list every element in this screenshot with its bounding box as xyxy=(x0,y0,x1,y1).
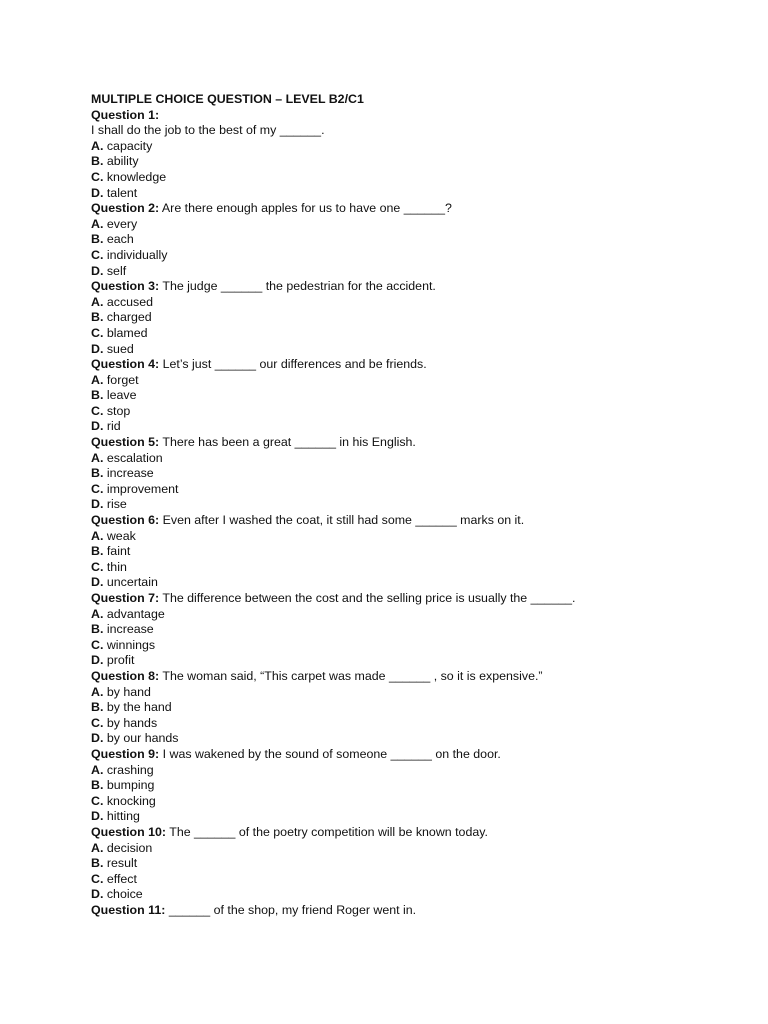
option-text: bumping xyxy=(106,778,155,793)
option-text: knocking xyxy=(106,793,156,808)
option-letter: D. xyxy=(91,575,104,590)
answer-option xyxy=(91,856,731,872)
answer-option xyxy=(91,622,731,638)
option-text: knowledge xyxy=(106,169,167,184)
option-letter: B. xyxy=(91,232,104,247)
answer-option xyxy=(91,872,731,888)
option-text: weak xyxy=(106,528,136,543)
answer-option xyxy=(91,186,731,202)
question-label: Question 7: xyxy=(91,591,160,605)
question-label: Question 4: xyxy=(91,357,160,372)
option-text: blamed xyxy=(106,325,148,340)
question-label: Question 8: xyxy=(91,668,160,683)
answer-option xyxy=(91,342,731,358)
option-text: increase xyxy=(106,466,154,481)
question-header xyxy=(91,108,731,124)
option-text: thin xyxy=(106,559,127,574)
option-text: improvement xyxy=(106,481,179,496)
option-letter: A. xyxy=(91,762,104,777)
question-block xyxy=(91,591,731,669)
question-block xyxy=(91,357,731,435)
question-block xyxy=(91,201,731,279)
option-text: sued xyxy=(106,341,134,356)
option-letter: D. xyxy=(91,263,104,278)
option-letter: B. xyxy=(91,700,104,715)
answer-option xyxy=(91,638,731,654)
option-letter: D. xyxy=(91,497,104,512)
question-header xyxy=(91,825,731,841)
answer-option xyxy=(91,451,731,467)
question-block xyxy=(91,108,731,202)
option-letter: A. xyxy=(91,372,104,387)
question-label: Question 1: xyxy=(91,107,160,122)
question-header xyxy=(91,747,731,763)
answer-option xyxy=(91,653,731,669)
question-text: ______ of the shop, my friend Roger went in. xyxy=(168,902,417,917)
question-text: I was wakened by the sound of someone ______ on the door. xyxy=(162,746,501,761)
answer-option xyxy=(91,404,731,420)
answer-option xyxy=(91,778,731,794)
question-block xyxy=(91,825,731,903)
document-title: MULTIPLE CHOICE QUESTION – LEVEL B2/C1 xyxy=(91,92,364,106)
option-text: each xyxy=(106,232,134,247)
question-header xyxy=(91,201,731,217)
option-text: by hand xyxy=(106,684,151,699)
option-letter: B. xyxy=(91,388,104,403)
option-letter: C. xyxy=(91,403,104,418)
option-text: capacity xyxy=(106,138,153,153)
option-letter: C. xyxy=(91,169,104,184)
question-text: The ______ of the poetry competition will be known today. xyxy=(169,824,488,839)
option-text: accused xyxy=(106,294,154,309)
answer-option xyxy=(91,731,731,747)
option-text: by hands xyxy=(106,715,158,730)
answer-option xyxy=(91,763,731,779)
option-text: crashing xyxy=(106,762,154,777)
option-letter: A. xyxy=(91,606,104,621)
option-letter: D. xyxy=(91,419,104,434)
option-letter: C. xyxy=(91,715,104,730)
option-letter: A. xyxy=(91,528,104,543)
option-letter: B. xyxy=(91,544,104,559)
option-letter: B. xyxy=(91,154,104,169)
answer-option xyxy=(91,466,731,482)
answer-option xyxy=(91,560,731,576)
option-text: profit xyxy=(106,653,135,668)
option-text: by the hand xyxy=(106,700,172,715)
option-text: by our hands xyxy=(106,731,179,746)
option-text: escalation xyxy=(106,450,163,465)
option-letter: B. xyxy=(91,310,104,325)
option-text: rid xyxy=(106,419,121,434)
option-text: forget xyxy=(106,372,139,387)
answer-option xyxy=(91,700,731,716)
answer-option xyxy=(91,497,731,513)
option-text: self xyxy=(106,263,127,278)
option-text: hitting xyxy=(106,809,140,824)
option-text: individually xyxy=(106,247,168,262)
question-text: Are there enough apples for us to have one ______? xyxy=(161,201,452,216)
question-label: Question 9: xyxy=(91,746,160,761)
answer-option xyxy=(91,716,731,732)
option-letter: A. xyxy=(91,450,104,465)
question-text: I shall do the job to the best of my ______. xyxy=(91,123,325,138)
option-letter: A. xyxy=(91,294,104,309)
option-letter: D. xyxy=(91,887,104,902)
option-letter: B. xyxy=(91,856,104,871)
answer-option xyxy=(91,607,731,623)
option-text: ability xyxy=(106,154,139,169)
question-block xyxy=(91,435,731,513)
option-letter: C. xyxy=(91,793,104,808)
question-text: The difference between the cost and the selling price is usually the ______. xyxy=(162,591,576,605)
option-letter: C. xyxy=(91,247,104,262)
option-text: leave xyxy=(106,388,137,403)
question-text: Let’s just ______ our differences and be friends. xyxy=(162,357,427,372)
answer-option xyxy=(91,575,731,591)
question-block xyxy=(91,747,731,825)
option-letter: D. xyxy=(91,731,104,746)
option-letter: A. xyxy=(91,216,104,231)
option-text: uncertain xyxy=(106,575,158,590)
option-letter: C. xyxy=(91,481,104,496)
option-text: increase xyxy=(106,622,154,637)
option-letter: C. xyxy=(91,559,104,574)
answer-option xyxy=(91,388,731,404)
answer-option xyxy=(91,794,731,810)
question-label: Question 10: xyxy=(91,824,167,839)
option-letter: A. xyxy=(91,684,104,699)
answer-option xyxy=(91,887,731,903)
option-text: talent xyxy=(106,185,138,200)
option-letter: A. xyxy=(91,840,104,855)
option-text: advantage xyxy=(106,606,165,621)
answer-option xyxy=(91,685,731,701)
document-content xyxy=(91,92,731,918)
option-letter: D. xyxy=(91,341,104,356)
option-text: decision xyxy=(106,840,153,855)
question-text: Even after I washed the coat, it still had some ______ marks on it. xyxy=(162,513,525,528)
answer-option xyxy=(91,841,731,857)
question-label: Question 11: xyxy=(91,902,166,917)
answer-option xyxy=(91,529,731,545)
option-letter: A. xyxy=(91,138,104,153)
option-letter: D. xyxy=(91,653,104,668)
question-header xyxy=(91,669,731,685)
question-header xyxy=(91,903,731,919)
option-text: rise xyxy=(106,497,127,512)
answer-option xyxy=(91,809,731,825)
answer-option xyxy=(91,217,731,233)
question-header xyxy=(91,279,731,295)
answer-option xyxy=(91,264,731,280)
option-text: effect xyxy=(106,871,137,886)
option-letter: C. xyxy=(91,637,104,652)
question-text: There has been a great ______ in his English. xyxy=(162,435,416,450)
answer-option xyxy=(91,326,731,342)
answer-option xyxy=(91,232,731,248)
question-list xyxy=(91,108,731,919)
option-letter: B. xyxy=(91,778,104,793)
question-header xyxy=(91,513,731,529)
answer-option xyxy=(91,170,731,186)
answer-option xyxy=(91,248,731,264)
answer-option xyxy=(91,419,731,435)
question-text: The judge ______ the pedestrian for the accident. xyxy=(162,279,436,294)
answer-option xyxy=(91,295,731,311)
question-header xyxy=(91,435,731,451)
option-text: faint xyxy=(106,544,131,559)
question-label: Question 2: xyxy=(91,201,160,216)
question-block xyxy=(91,903,731,919)
answer-option xyxy=(91,373,731,389)
option-letter: B. xyxy=(91,466,104,481)
question-header xyxy=(91,591,731,607)
option-letter: D. xyxy=(91,809,104,824)
question-block xyxy=(91,513,731,591)
question-block xyxy=(91,669,731,747)
answer-option xyxy=(91,544,731,560)
question-label: Question 3: xyxy=(91,279,160,294)
option-text: charged xyxy=(106,310,152,325)
option-letter: D. xyxy=(91,185,104,200)
answer-option xyxy=(91,482,731,498)
option-text: winnings xyxy=(106,637,156,652)
question-label: Question 5: xyxy=(91,435,160,450)
option-text: result xyxy=(106,856,138,871)
option-text: stop xyxy=(106,403,131,418)
question-label: Question 6: xyxy=(91,513,160,528)
option-letter: C. xyxy=(91,325,104,340)
answer-option xyxy=(91,154,731,170)
answer-option xyxy=(91,139,731,155)
option-letter: B. xyxy=(91,622,104,637)
option-text: choice xyxy=(106,887,143,902)
question-header xyxy=(91,357,731,373)
option-letter: C. xyxy=(91,871,104,886)
answer-option xyxy=(91,310,731,326)
question-text: The woman said, “This carpet was made ______ , so it is expensive.” xyxy=(162,668,543,683)
option-text: every xyxy=(106,216,138,231)
question-block xyxy=(91,279,731,357)
